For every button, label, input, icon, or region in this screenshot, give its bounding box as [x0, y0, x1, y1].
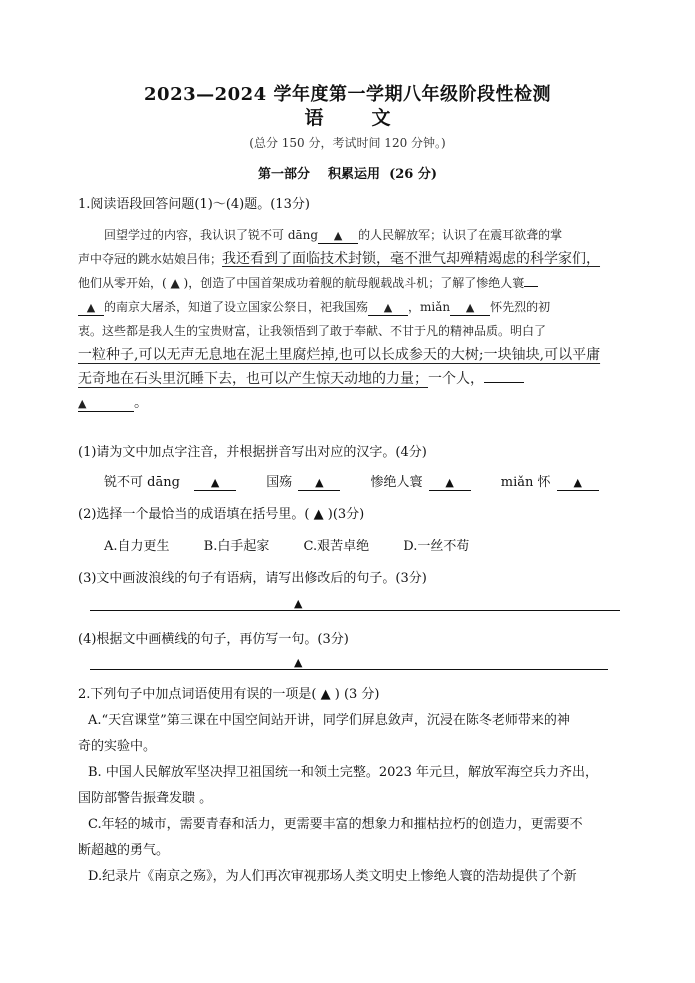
- sub-question-2-stem: (2)选择一个最恰当的成语填在括号里。( ▲ )(3分): [78, 507, 365, 522]
- blank-dang[interactable]: ▲: [318, 229, 358, 244]
- passage-line-7: 无奇地在石头里沉睡下去，也可以产生惊天动地的力量；一个人，: [78, 367, 628, 391]
- underlined-sentence-2: 无奇地在石头里沉睡下去，也可以产生惊天动地的力量；: [78, 371, 428, 387]
- underlined-sentence-1: 一粒种子,可以无声无息地在泥土里腐烂掉,也可以长成参天的大树;一块铀块,可以平庸: [78, 347, 601, 363]
- option-d[interactable]: D.一丝不苟: [403, 539, 470, 554]
- answer-line-4[interactable]: [90, 669, 608, 670]
- answer-blank-4[interactable]: ▲: [557, 476, 599, 491]
- subject-title: 语文: [304, 107, 439, 129]
- q2-option-b-line-1[interactable]: B. 中国人民解放军坚决捍卫祖国统一和领土完整。2023 年元旦，解放军海空兵力齐出，: [88, 765, 599, 780]
- q2-option-a-line-1[interactable]: A.“天宫课堂”第三课在中国空间站开讲，同学们屏息敛声，沉浸在陈冬老师带来的神: [88, 713, 570, 728]
- sub-question-3-stem: (3)文中画波浪线的句子有语病，请写出修改后的句子。(3分): [78, 571, 427, 586]
- passage-line-4: ▲ 的南京大屠杀，知道了设立国家公祭日，祀我国殇 ▲ ，miǎn ▲ 怀先烈的初: [78, 295, 628, 319]
- question-2-options: [78, 708, 628, 890]
- blank-huan[interactable]: ▲: [78, 301, 104, 316]
- answer-mark-4: ▲: [294, 656, 303, 669]
- passage-line-3: 他们从零开始，( ▲ )，创造了中国首架成功着舰的航母舰载战斗机；了解了惨绝人寰: [78, 271, 628, 295]
- option-a[interactable]: A.自力更生: [104, 539, 170, 554]
- q2-option-c-line-1[interactable]: C.年轻的城市，需要青春和活力，更需要丰富的想象力和摧枯拉朽的创造力，更需要不: [88, 817, 583, 832]
- sub-question-2-options: [104, 535, 499, 554]
- q2-option-a-line-2: 奇的实验中。: [78, 739, 157, 754]
- answer-blank-2[interactable]: ▲: [298, 476, 340, 491]
- q2-option-d-line-1[interactable]: D.纪录片《南京之殇》，为人们再次审视那场人类文明史上惨绝人寰的浩劫提供了个新: [88, 869, 577, 884]
- score-note: (总分 150 分，考试时间 120 分钟。): [249, 136, 446, 150]
- passage-line-2: 声中夺冠的跳水姑娘吕伟；我还看到了面临技术封锁，毫不泄气却殚精竭虑的科学家们，: [78, 251, 601, 267]
- passage-line-8: ▲ 。: [78, 395, 148, 411]
- sub-question-1-items: 锐不可 dāng ▲ 国殇 ▲ 惨绝人寰 ▲ miǎn 怀 ▲: [104, 471, 599, 491]
- question-2-stem: 2.下列句子中加点词语使用有误的一项是( ▲ ) (3 分): [78, 687, 380, 702]
- passage-line-5: 衷。这些都是我人生的宝贵财富，让我领悟到了敢于奉献、不甘于凡的精神品质。明白了: [78, 324, 547, 338]
- question-1-stem: 1.阅读语段回答问题(1)～(4)题。(13分): [78, 197, 310, 212]
- answer-blank-3[interactable]: ▲: [429, 476, 471, 491]
- answer-blank-1[interactable]: ▲: [194, 476, 236, 491]
- blank-mian[interactable]: ▲: [450, 301, 490, 316]
- part-title: 第一部分 积累运用 (26 分): [257, 167, 438, 182]
- q2-option-c-line-2: 断超越的勇气。: [78, 843, 170, 858]
- sub-question-4-stem: (4)根据文中画横线的句子，再仿写一句。(3分): [78, 632, 349, 647]
- sub-question-1-stem: (1)请为文中加点字注音，并根据拼音写出对应的汉字。(4分): [78, 445, 427, 460]
- wavy-sentence: 我还看到了面临技术封锁，毫不泄气却殚精竭虑的科学家们，: [222, 251, 601, 267]
- option-c[interactable]: C.艰苦卓绝: [303, 539, 370, 554]
- option-b[interactable]: B.白手起家: [203, 539, 270, 554]
- exam-title: 2023—2024 学年度第一学期八年级阶段性检测: [144, 84, 551, 105]
- q2-option-b-line-2: 国防部警告振聋发聩 。: [78, 791, 213, 806]
- answer-line-3[interactable]: [90, 610, 620, 611]
- reading-passage: [78, 223, 628, 415]
- answer-mark-3: ▲: [294, 597, 303, 610]
- passage-line-1: 回望学过的内容，我认识了锐不可 dāng ▲ 的人民解放军；认识了在震耳欲聋的掌: [104, 228, 563, 242]
- blank-imitation[interactable]: ▲: [78, 397, 134, 412]
- blank-shang[interactable]: ▲: [368, 301, 408, 316]
